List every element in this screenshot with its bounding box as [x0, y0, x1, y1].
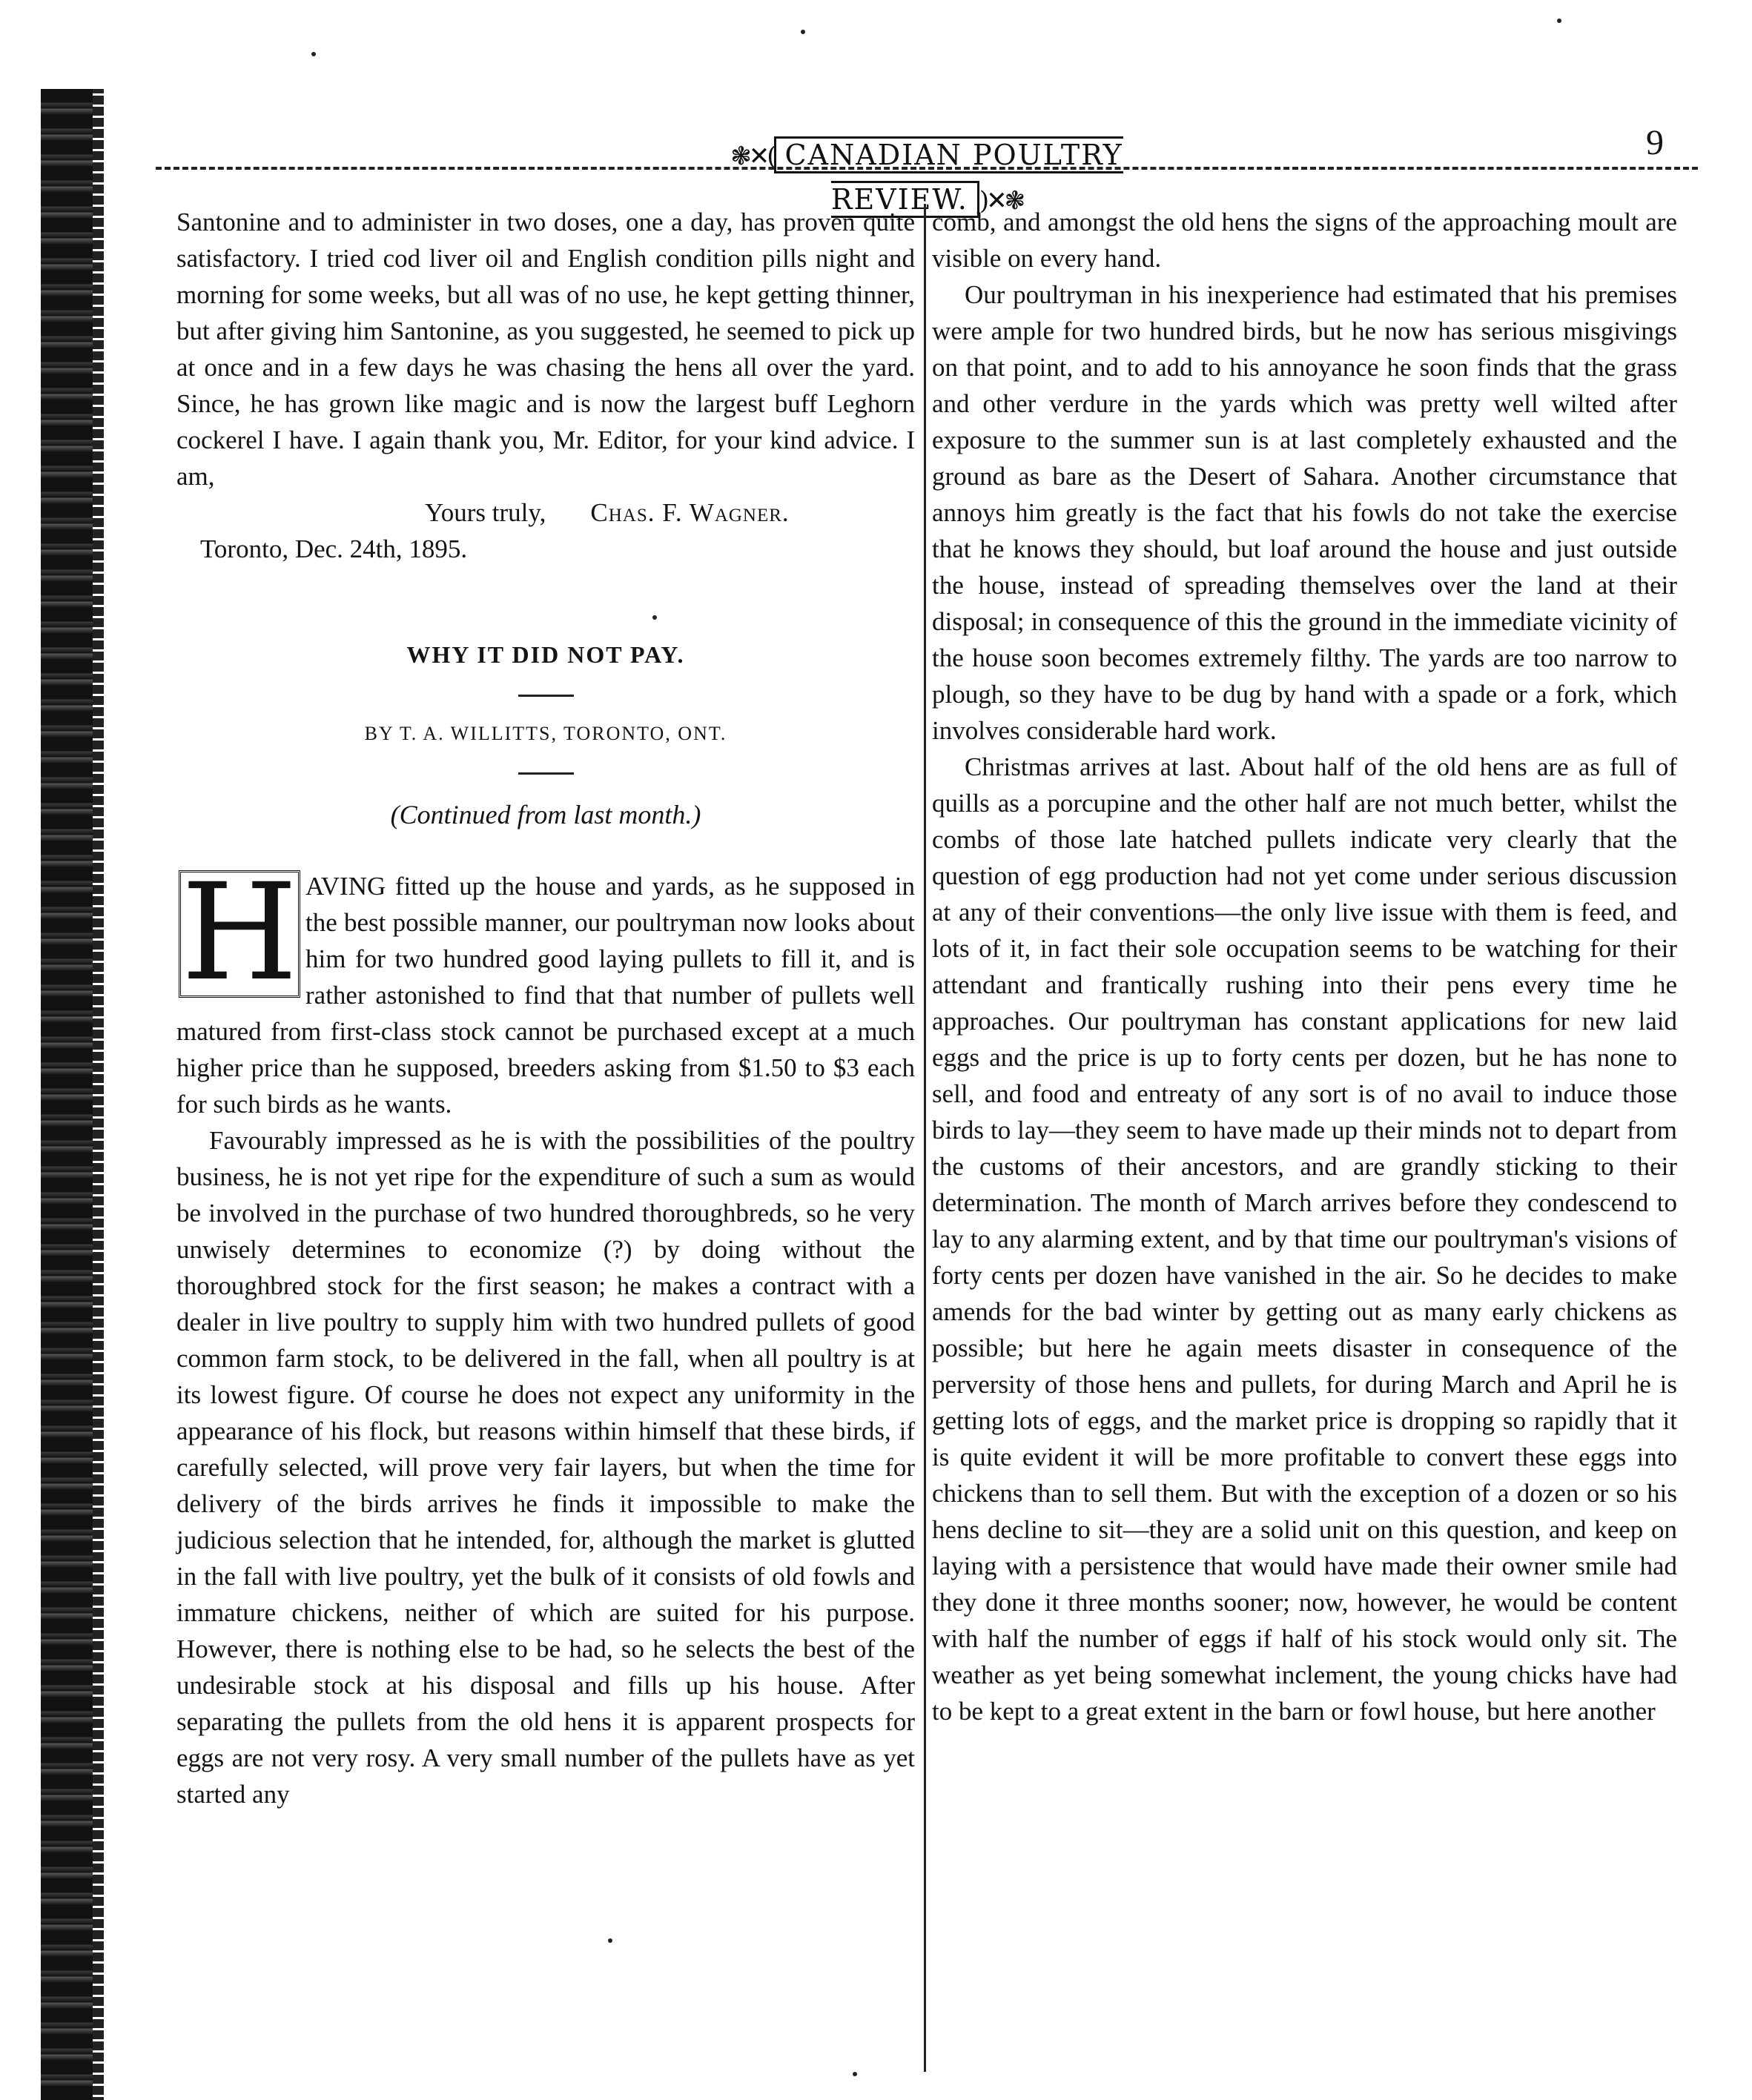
title-rule: [518, 695, 574, 697]
print-speck: [801, 30, 805, 34]
right-paragraph-3: Christmas arrives at last. About half of the old hens are as full of quills as a porcupine and the other half are not much better, whilst the combs of those late hatched pullets indicate very clearly that the question of egg production had not yet come under serious discussion at any of their conventions—the only live issue with them is feed, and lots of it, in fact their sole occupation seems to be watching for their attendant and frantically rushing into their pens every time he approaches. Our poultryman has constant applications for new laid eggs and the price is up to forty cents per dozen, but he has none to sell, and food and entreaty of any sort is of no avail to induce those birds to lay—they seem to have made up their minds not to depart from the customs of their ancestors, and are grandly sticking to their determination. The month of March arrives before they condescend to lay to any alarming extent, and by that time our poultryman's visions of forty cents per dozen have vanished in the air. So he decides to make amends for the bad winter by getting out as many early chickens as possible; but here he again meets disaster in consequence of the perversity of those hens and pullets, for during March and April he is getting lots of eggs, and the market price is dropping so rapidly that it is quite evident it will be more profitable to convert these eggs into chickens than to sell them. But with the exception of a dozen or so his hens decline to sit—they are a solid unit on this question, and keep on laying with a persistence that would have made their owner smile had they done it three months sooner; now, however, he would be content with half the number of eggs if half of his stock would only sit. The weather as yet being somewhat inclement, the young chicks have had to be kept to a great extent in the barn or fowl house, but here another: [932, 752, 1677, 1726]
left-column: [176, 204, 915, 1812]
masthead-title: CANADIAN POULTRY REVIEW.: [774, 136, 1123, 218]
header-rule: [156, 167, 1698, 170]
letter-signature: [176, 494, 915, 531]
byline-rule: [518, 772, 574, 775]
print-speck: [652, 615, 657, 620]
article-paragraph-2: Favourably impressed as he is with the possibilities of the poultry business, he is not yet ripe for the expenditure of such a sum as would be involved in the purchase of two hundred thoroughbreds, so he very unwisely determines to economize (?) by doing without the thoroughbred stock for the first season; he makes a contract with a dealer in live poultry to supply him with two hundred pullets of good common farm stock, to be delivered in the fall, when all poultry is at its lowest figure. Of course he does not expect any uniformity in the appearance of his flock, but reasons within himself that these birds, if carefully selected, will prove very fair layers, but when the time for delivery of the birds arrives he finds it impossible to make the judicious selection that he intended, for, although the market is glutted in the fall with live poultry, yet the bulk of it consists of old fowls and immature chickens, neither of which are suited for his purpose. However, there is nothing else to be had, so he selects the best of the undesirable stock at his disposal and fills up his house. After separating the pullets from the old hens it is apparent prospects for eggs are not very rosy. A very small number of the pullets have as yet started any: [176, 1126, 915, 1809]
masthead-ornament-right: )✕❃: [979, 186, 1023, 216]
print-speck: [311, 52, 316, 56]
paragraph-lead-word: AVING: [305, 872, 386, 901]
print-speck: [853, 2072, 857, 2076]
page-binding-edge: [41, 89, 104, 2100]
letter-paragraph: Santonine and to administer in two doses, one a day, has proven quite satisfactory. I tried cod liver oil and English condition pills night and morning for some weeks, but all was of no use, he kept getting thinner, but after giving him Santonine, as you suggested, he seemed to pick up at once and in a few days he was chasing the hens all over the yard. Since, he has grown like magic and is now the largest buff Leghorn cockerel I have. I again thank you, Mr. Editor, for your kind advice. I am,: [176, 208, 915, 491]
page-number: 9: [1646, 123, 1664, 162]
paragraph-1-text: fitted up the house and yards, as he supposed in the best possible manner, our poultryman now looks about him for two hundred good laying pullets to fill it, and is rather astonished to find that that number of pullets well matured from first-class stock cannot be purchased except at a much higher price than he supposed, breeders asking from $1.50 to $3 each for such birds as he wants.: [176, 872, 916, 1119]
drop-cap-initial: H: [176, 868, 303, 1000]
print-speck: [608, 1938, 612, 1943]
article-paragraph-1: [176, 855, 916, 1122]
right-paragraph-1: comb, and amongst the old hens the signs of the approaching moult are visible on every hand.: [932, 208, 1677, 273]
continued-note: (Continued from last month.): [390, 800, 701, 829]
article-title: WHY IT DID NOT PAY.: [406, 641, 685, 668]
print-speck: [1557, 19, 1561, 23]
column-divider: [924, 204, 926, 2072]
right-paragraph-2: Our poultryman in his inexperience had estimated that his premises were ample for two hundred birds, but he now has serious misgivings on that point, and to add to his annoyance he soon finds that the grass and other verdure in the yards which was pretty well wilted after exposure to the summer sun is at last completely exhausted and the ground as bare as the Desert of Sahara. Another circumstance that annoys him greatly is the fact that his fowls do not take the exercise that he knows they should, but loaf around the house and just outside the house, instead of spreading themselves over the land at their disposal; in consequence of this the ground in the immediate vicinity of the house soon becomes extremely filthy. The yards are too narrow to plough, so they have to be dug by hand with a spade or a fork, which involves considerable hard work.: [932, 280, 1677, 745]
signature-name: Chas. F. Wagner.: [590, 498, 790, 527]
letter-dateline: Toronto, Dec. 24th, 1895.: [200, 534, 468, 563]
right-column: [932, 204, 1677, 1729]
masthead: [645, 133, 1209, 216]
article-byline: BY T. A. WILLITTS, TORONTO, ONT.: [364, 723, 727, 744]
signature-closing: Yours truly,: [425, 498, 546, 527]
masthead-ornament-left: ❃✕(: [730, 142, 774, 171]
